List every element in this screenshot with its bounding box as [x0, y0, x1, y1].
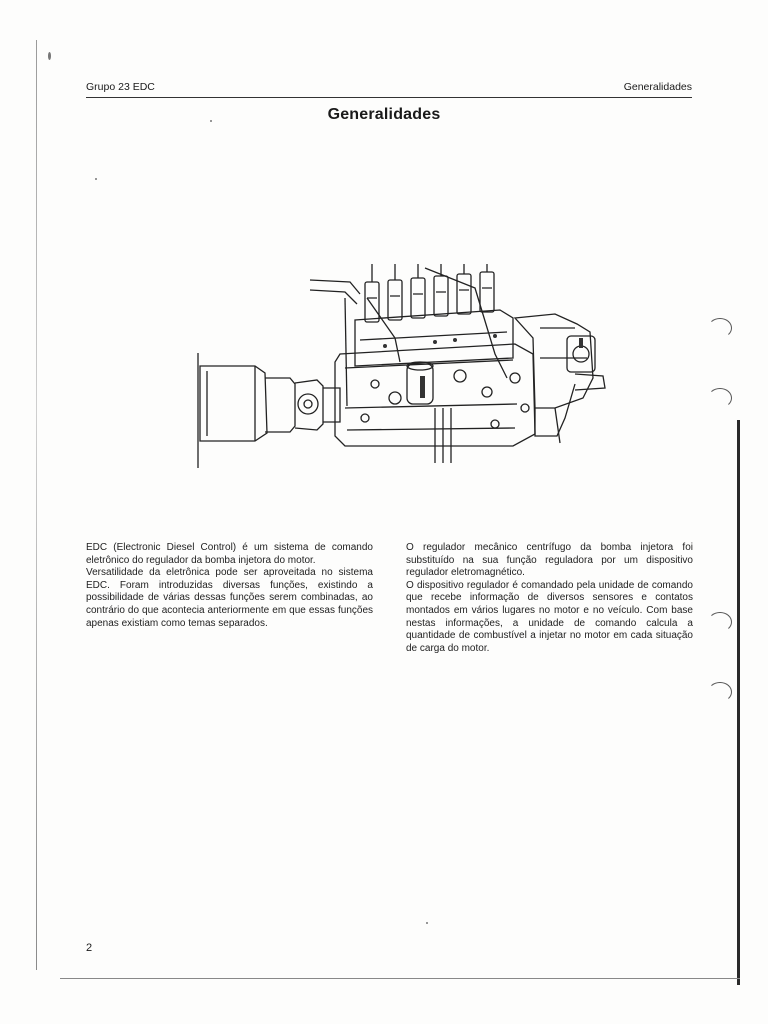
- paragraph: O dispositivo regulador é comandado pela unidade de comando que recebe informação de diversos sensores e contatos montados em vários lugares no motor e no veículo. Com base nestas informações, a unidade de comando calcula a quantidade de combustível a injetar no motor em cada situação de carga do motor.: [406, 579, 693, 654]
- binder-hole-mark: [708, 612, 732, 632]
- page-number: 2: [86, 942, 93, 954]
- scan-speck: [95, 178, 97, 180]
- header-section-label: Grupo 23 EDC: [86, 81, 155, 93]
- scan-bottom-edge: [60, 978, 740, 979]
- binder-hole-mark: [708, 318, 732, 338]
- header-topic-label: Generalidades: [623, 81, 692, 93]
- binder-hole-mark: [708, 682, 732, 702]
- binder-hole-mark: [708, 388, 732, 408]
- paragraph: Versatilidade da eletrônica pode ser aproveitada no sistema EDC. Foram introduzidas diversas funções, existindo a possibilidade de várias dessas funções serem combinadas, ao contrário do que acontecia anteriormente em que essas funções apenas existiam como temas separados.: [86, 567, 373, 629]
- injection-pump-figure: [195, 258, 615, 473]
- injection-pump-illustration-icon: [195, 258, 615, 473]
- page-title: Generalidades: [327, 106, 441, 123]
- scan-speck: [48, 52, 51, 60]
- scan-speck: [426, 922, 428, 924]
- paragraph: O regulador mecânico centrífugo da bomba injetora foi substituído na sua função reguladora por um dispositivo regulador eletromagnético.: [406, 542, 693, 579]
- body-column-left: [86, 542, 373, 630]
- scan-right-edge: [737, 420, 740, 985]
- paragraph: EDC (Electronic Diesel Control) é um sistema de comando eletrônico do regulador da bomba injetora do motor.: [86, 542, 373, 566]
- body-column-right: [406, 542, 693, 655]
- running-header: [86, 79, 692, 98]
- scan-left-edge: [36, 40, 37, 970]
